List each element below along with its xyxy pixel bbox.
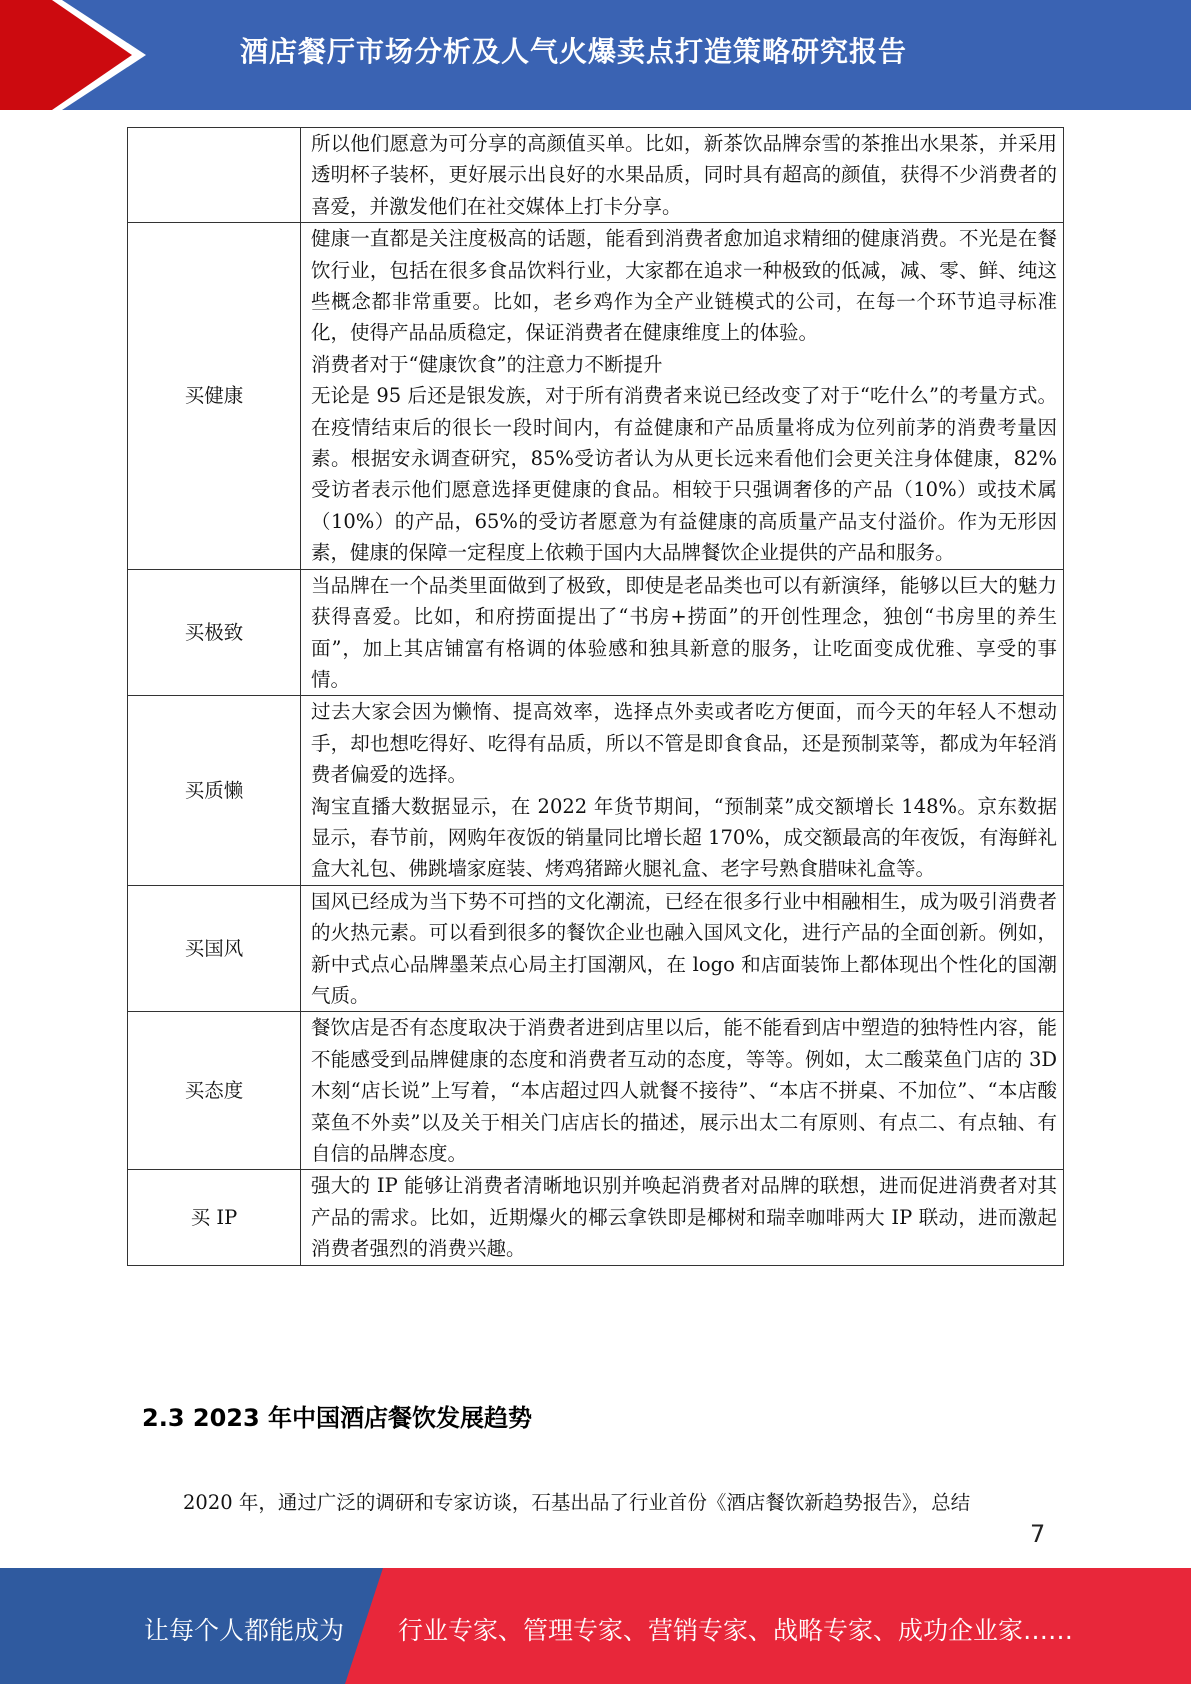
section-heading: 2.3 2023 年中国酒店餐饮发展趋势 xyxy=(142,1404,533,1432)
footer-slogan-right: 行业专家、管理专家、营销专家、战略专家、成功企业家…… xyxy=(398,1616,1074,1645)
footer-banner xyxy=(0,1568,1191,1684)
table-row xyxy=(128,569,1064,696)
table-row xyxy=(128,885,1064,1012)
table-row xyxy=(128,1170,1064,1265)
description-paragraph: 强大的 IP 能够让消费者清晰地识别并唤起消费者对品牌的联想，进而促进消费者对其产品的需求。比如，近期爆火的椰云拿铁即是椰树和瑞幸咖啡两大 IP 联动，进而激起消费者强烈的消费兴趣。 xyxy=(311,1174,1057,1261)
row-label: 买极致 xyxy=(128,569,301,696)
row-description xyxy=(301,696,1064,885)
table-row xyxy=(128,696,1064,885)
row-label: 买 IP xyxy=(128,1170,301,1265)
description-paragraph: 无论是 95 后还是银发族，对于所有消费者来说已经改变了对于“吃什么”的考量方式。在疫情结束后的很长一段时间内，有益健康和产品质量将成为位列前茅的消费考量因素。根据安永调查研究，85%受访者认为从更长远来看他们会更关注身体健康，82%受访者表示他们愿意选择更健康的食品。相较于只强调奢侈的产品（10%）或技术属（10%）的产品，65%的受访者愿意为有益健康的高质量产品支付溢价。作为无形因素，健康的保障一定程度上依赖于国内大品牌餐饮企业提供的产品和服务。 xyxy=(311,384,1057,565)
page-number: 7 xyxy=(1030,1520,1046,1548)
row-label: 买态度 xyxy=(128,1012,301,1170)
row-description xyxy=(301,569,1064,696)
row-description xyxy=(301,1012,1064,1170)
row-description xyxy=(301,128,1064,223)
section-paragraph: 2020 年，通过广泛的调研和专家访谈，石基出品了行业首份《酒店餐饮新趋势报告》，总结 xyxy=(183,1491,971,1514)
row-description xyxy=(301,1170,1064,1265)
row-description xyxy=(301,223,1064,569)
description-paragraph: 餐饮店是否有态度取决于消费者进到店里以后，能不能看到店中塑造的独特性内容，能不能感受到品牌健康的态度和消费者互动的态度，等等。例如，太二酸菜鱼门店的 3D 木刻“店长说”上写着，“本店超过四人就餐不接待”、“本店不拼桌、不加位”、“本店酸菜鱼不外卖”以及关于相关门店店长的描述，展示出太二有原则、有点二、有点轴、有自信的品牌态度。 xyxy=(311,1016,1057,1165)
row-label xyxy=(128,128,301,223)
table-row xyxy=(128,1012,1064,1170)
table-row xyxy=(128,223,1064,569)
description-paragraph: 当品牌在一个品类里面做到了极致，即使是老品类也可以有新演绎，能够以巨大的魅力获得喜爱。比如，和府捞面提出了“书房+捞面”的开创性理念，独创“书房里的养生面”，加上其店铺富有格调的体验感和独具新意的服务，让吃面变成优雅、享受的事情。 xyxy=(311,573,1057,691)
description-paragraph: 健康一直都是关注度极高的话题，能看到消费者愈加追求精细的健康消费。不光是在餐饮行业，包括在很多食品饮料行业，大家都在追求一种极致的低减，减、零、鲜、纯这些概念都非常重要。比如，老乡鸡作为全产业链模式的公司，在每一个环节追寻标准化，使得产品品质稳定，保证消费者在健康维度上的体验。 xyxy=(311,227,1057,345)
description-paragraph: 消费者对于“健康饮食”的注意力不断提升 xyxy=(311,352,663,376)
header-banner xyxy=(0,0,1191,110)
description-paragraph: 过去大家会因为懒惰、提高效率，选择点外卖或者吃方便面，而今天的年轻人不想动手，却也想吃得好、吃得有品质，所以不管是即食食品，还是预制菜等，都成为年轻消费者偏爱的选择。 xyxy=(311,700,1057,787)
description-paragraph: 国风已经成为当下势不可挡的文化潮流，已经在很多行业中相融相生，成为吸引消费者的火热元素。可以看到很多的餐饮企业也融入国风文化，进行产品的全面创新。例如，新中式点心品牌墨茉点心局主打国潮风，在 logo 和店面装饰上都体现出个性化的国潮气质。 xyxy=(311,889,1057,1007)
report-title: 酒店餐厅市场分析及人气火爆卖点打造策略研究报告 xyxy=(240,35,908,68)
footer-slogan-left: 让每个人都能成为 xyxy=(144,1616,345,1645)
row-label: 买国风 xyxy=(128,885,301,1012)
table-row xyxy=(128,128,1064,223)
row-label: 买健康 xyxy=(128,223,301,569)
consumer-trends-table xyxy=(127,127,1064,1266)
row-description xyxy=(301,885,1064,1012)
red-chevron-decoration xyxy=(0,0,160,110)
row-label: 买质懒 xyxy=(128,696,301,885)
description-paragraph: 所以他们愿意为可分享的高颜值买单。比如，新茶饮品牌奈雪的茶推出水果茶，并采用透明杯子装杯，更好展示出良好的水果品质，同时具有超高的颜值，获得不少消费者的喜爱，并激发他们在社交媒体上打卡分享。 xyxy=(311,132,1057,218)
description-paragraph: 淘宝直播大数据显示，在 2022 年货节期间，“预制菜”成交额增长 148%。京东数据显示，春节前，网购年夜饭的销量同比增长超 170%，成交额最高的年夜饭，有海鲜礼盒大礼包、佛跳墙家庭装、烤鸡猪蹄火腿礼盒、老字号熟食腊味礼盒等。 xyxy=(311,794,1057,881)
